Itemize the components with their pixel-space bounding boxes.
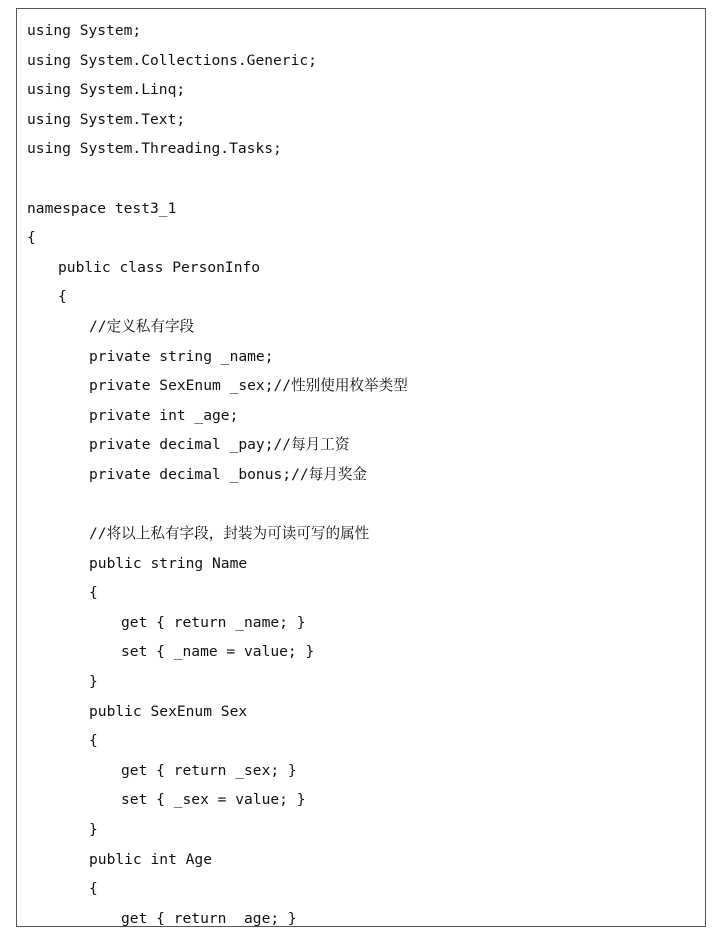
code-listing-frame — [16, 8, 706, 927]
code-line: { — [89, 584, 98, 602]
code-line: public SexEnum Sex — [89, 702, 248, 720]
code-line: using System.Linq; — [27, 81, 186, 99]
code-line: get { return _age; } — [121, 909, 297, 927]
code-line — [27, 164, 701, 194]
code-line: private SexEnum _sex;//性别使用枚举类型 — [89, 377, 408, 395]
code-line: set { _name = value; } — [121, 643, 315, 661]
code-line: } — [89, 673, 98, 691]
code-line: { — [27, 229, 36, 247]
code-line: using System; — [27, 22, 142, 39]
code-line: using System.Threading.Tasks; — [27, 140, 282, 158]
code-line: get { return _name; } — [121, 613, 306, 631]
code-line: { — [58, 288, 67, 306]
code-line — [27, 490, 701, 520]
code-line: private string _name; — [89, 347, 274, 365]
code-line: public string Name — [89, 554, 248, 572]
code-line: namespace test3_1 — [27, 199, 177, 217]
code-line: public class PersonInfo — [58, 258, 261, 276]
code-listing — [27, 16, 701, 927]
code-line: get { return _sex; } — [121, 761, 297, 779]
code-line: { — [89, 880, 98, 898]
code-line: public int Age — [89, 850, 213, 868]
code-comment: //将以上私有字段，封装为可读可写的属性 — [89, 525, 370, 543]
code-line: using System.Collections.Generic; — [27, 51, 317, 69]
code-line: } — [89, 821, 98, 839]
code-line: using System.Text; — [27, 110, 186, 128]
code-line: { — [89, 732, 98, 750]
code-line: private decimal _bonus;//每月奖金 — [89, 465, 368, 483]
code-line: set { _sex = value; } — [121, 791, 306, 809]
code-comment: //定义私有字段 — [89, 317, 195, 335]
code-line: private decimal _pay;//每月工资 — [89, 436, 350, 454]
code-line: private int _age; — [89, 406, 239, 424]
